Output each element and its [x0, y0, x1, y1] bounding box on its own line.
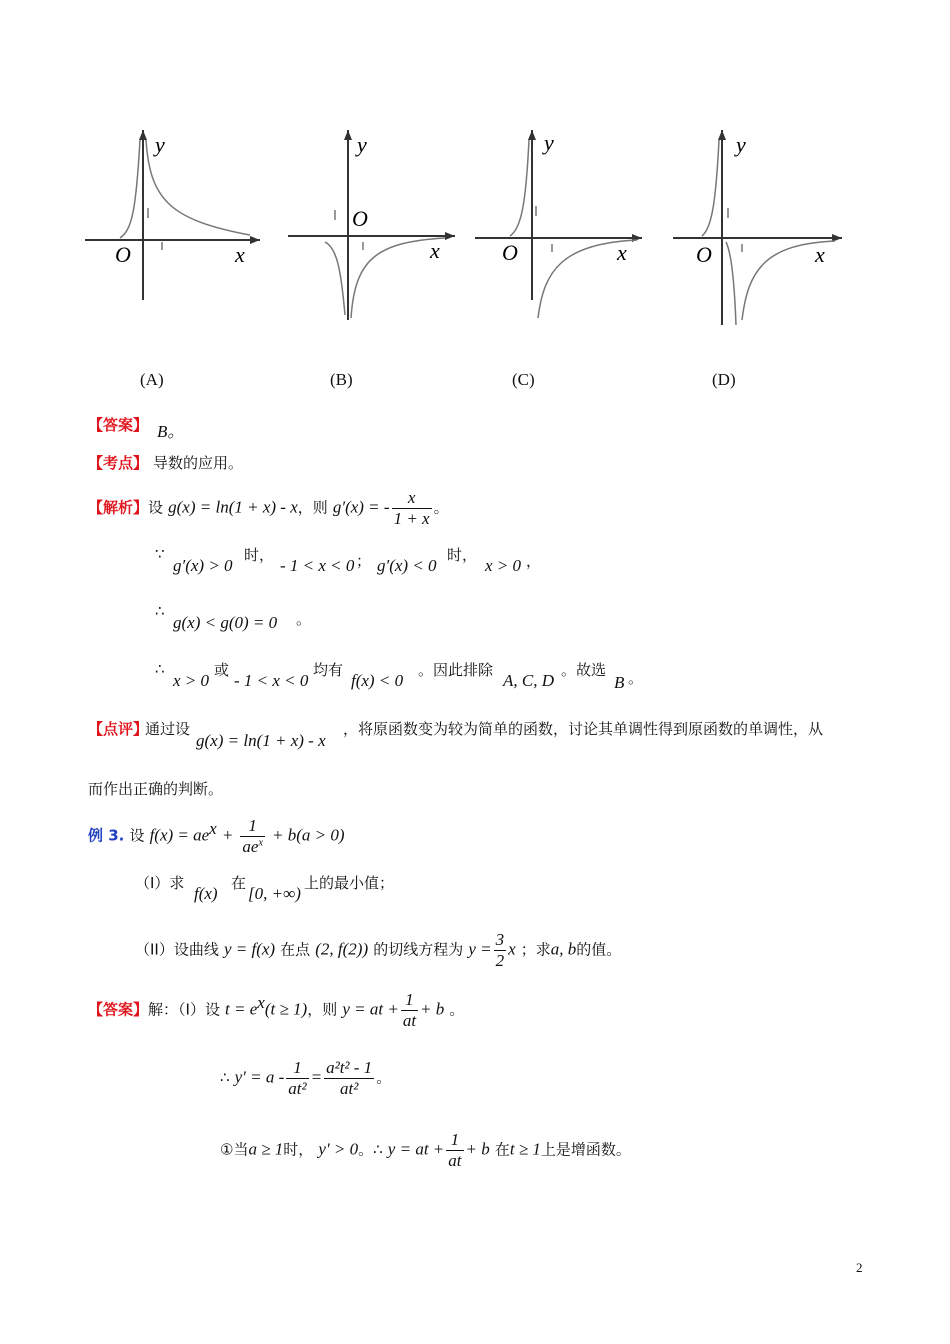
l2-f: 时， — [447, 546, 478, 564]
label-b: (B) — [330, 370, 353, 389]
jiexi-func: g(x) = ln(1 + x) - x — [168, 497, 298, 517]
l2-g: x > 0 — [485, 556, 522, 575]
dianping-func: g(x) = ln(1 + x) - x — [196, 731, 326, 750]
l2-b: 时， — [244, 546, 275, 564]
q1-post: 上的最小值； — [304, 874, 395, 892]
l2-c: - 1 < x < 0 — [280, 556, 355, 575]
jiexi-mid: ，则 — [297, 498, 328, 517]
answer-text: B。 — [157, 422, 185, 441]
dianping-line-2: 而作出正确的判断。 — [88, 780, 224, 798]
graph-d-x-label: x — [815, 242, 825, 267]
example-fraction: $\frac{1}{ae^x}$ — [242, 816, 263, 856]
question-2: （II）设曲线 y = f(x) 在点 (2, f(2)) 的切线方程为 y = $\frac{3}{2}$ x ；求a, b的值。 — [135, 930, 622, 970]
jiexi-deriv: g′(x) = - — [332, 497, 390, 517]
l2-a: g′(x) > 0 — [173, 556, 233, 575]
page-number: 2 — [856, 1260, 863, 1275]
graph-b-origin: O — [352, 206, 368, 231]
example-label: 例 3. — [88, 826, 125, 845]
graph-d-y-label: y — [736, 132, 746, 157]
l2-fraction-1: $\frac{1}{\text{at²}}$ — [288, 1058, 307, 1098]
because-symbol: ∵ — [155, 545, 165, 563]
example-3-statement: 例 3. 设 $f(x) = ae^x$ + $\frac{1}{ae^x}$ + b(a > 0) — [88, 816, 345, 856]
l4-g: A, C, D — [503, 671, 554, 690]
example-pre: 设 — [129, 826, 145, 845]
therefore-symbol-2: ∴ — [155, 660, 165, 678]
q1-pre: （I）求 — [135, 874, 185, 892]
graph-c — [475, 130, 642, 318]
answer-2-line-3: ①当a ≥ 1时， y′ > 0。∴ y = at + $\frac{1}{at}$ + b 在t ≥ 1上是增函数。 — [220, 1130, 631, 1170]
q1-mid: 在 — [231, 874, 247, 892]
therefore-symbol-1: ∴ — [155, 602, 165, 620]
example-f-left: f(x) = ae — [149, 825, 210, 845]
graph-a-x-label: x — [235, 242, 245, 267]
q2-fraction: $\frac{3}{2}$ — [495, 930, 505, 970]
graph-d-origin: O — [696, 242, 712, 267]
graph-b-x-label: x — [430, 238, 440, 263]
dianping-pre: 通过设 — [145, 720, 191, 738]
l4-h: 。故选 — [561, 661, 607, 679]
answer-2-tag: 【答案】 — [88, 1000, 149, 1019]
l2-d: ； — [356, 552, 372, 570]
l4-c: - 1 < x < 0 — [234, 671, 309, 690]
label-c: (C) — [512, 370, 535, 389]
graph-c-x-label: x — [617, 240, 627, 265]
graph-a-y-label: y — [155, 132, 165, 157]
kaodian-tag: 【考点】 — [88, 454, 149, 472]
l2-e: g′(x) < 0 — [377, 556, 437, 575]
answer-tag: 【答案】 — [88, 416, 149, 434]
l4-e: f(x) < 0 — [351, 671, 404, 690]
label-a: (A) — [140, 370, 164, 389]
graph-b — [288, 130, 455, 320]
label-d: (D) — [712, 370, 736, 389]
jiexi-fraction: $\frac{x}{1 + x}$ — [393, 488, 430, 528]
example-f-tail: + b(a > 0) — [271, 825, 345, 845]
answer-2-line-1: 【答案】解：（I）设 $t = e^x(t \ge 1)$，则 y = at + $\frac{1}{at}$ + b 。 — [88, 990, 465, 1030]
l4-d: 均有 — [313, 661, 344, 679]
graph-c-y-label: y — [544, 130, 554, 155]
l4-b: 或 — [214, 661, 230, 679]
graphs-figure — [80, 120, 860, 340]
dianping-tag: 【点评】 — [88, 720, 149, 738]
l4-f: 。因此排除 — [418, 661, 494, 679]
kaodian-text: 导数的应用。 — [153, 454, 244, 472]
jiexi-tag: 【解析】 — [88, 498, 149, 517]
l3-b: 。 — [296, 610, 312, 628]
l3-fraction: $\frac{1}{at}$ — [448, 1130, 462, 1170]
l4-a: x > 0 — [173, 671, 210, 690]
graph-a — [85, 130, 260, 300]
l4-j: 。 — [628, 669, 644, 687]
l2-h: ， — [526, 552, 542, 570]
q1-f: f(x) — [194, 884, 218, 903]
dianping-post: ，将原函数变为较为简单的函数，讨论其单调性得到原函数的单调性，从 — [343, 720, 824, 738]
graph-d — [673, 130, 842, 325]
graph-c-origin: O — [502, 240, 518, 265]
jiexi-pre: 设 — [148, 498, 164, 517]
answer-2-line-2: ∴ y′ = a - $\frac{1}{\text{at²}}$ = $\frac{\text{a²t² - 1}}{\text{at²}}$ 。 — [220, 1058, 392, 1098]
l4-i: B — [614, 673, 625, 692]
graph-b-y-label: y — [357, 132, 367, 157]
graph-a-origin: O — [115, 242, 131, 267]
l2-fraction-2: $\frac{\text{a²t² - 1}}{\text{at²}}$ — [326, 1058, 373, 1098]
jiexi-line-1: 【解析】设 g(x) = ln(1 + x) - x，则 g′(x) = - $\frac{x}{1 + x}$ 。 — [88, 488, 449, 528]
answer-2-fraction: $\frac{1}{at}$ — [402, 990, 417, 1030]
q1-interval: [0, +∞) — [248, 884, 301, 903]
l3-a: g(x) < g(0) = 0 — [173, 613, 278, 632]
